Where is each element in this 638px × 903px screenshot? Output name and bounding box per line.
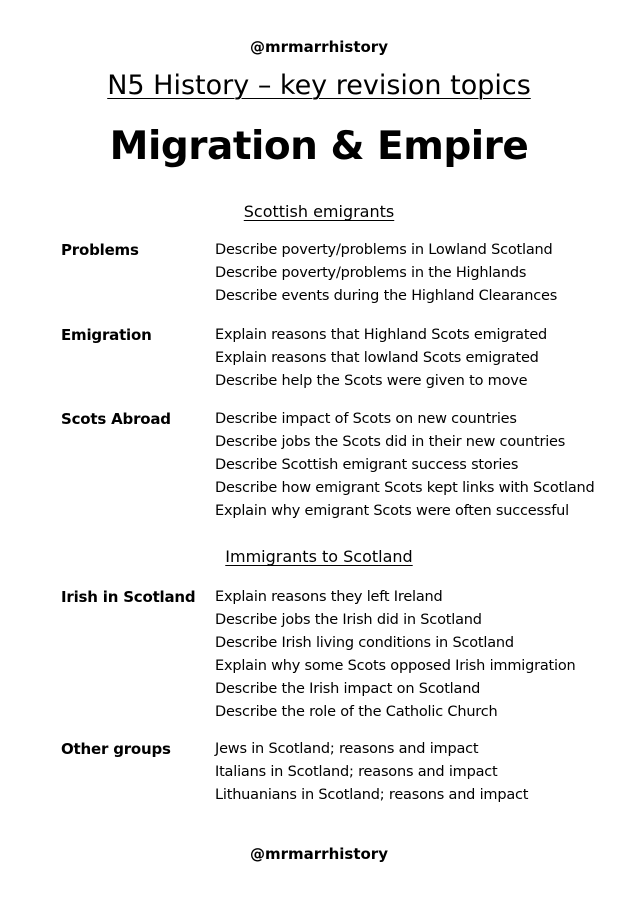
topic-item: Describe help the Scots were given to move bbox=[215, 373, 528, 389]
topic-label: Other groups bbox=[61, 740, 171, 758]
page-title: Migration & Empire bbox=[109, 124, 529, 169]
topic-item: Describe the Irish impact on Scotland bbox=[215, 681, 481, 697]
page-subtitle: N5 History – key revision topics bbox=[107, 70, 531, 101]
section-heading-immigrants-to-scotland: Immigrants to Scotland bbox=[225, 547, 413, 566]
topic-item: Describe poverty/problems in Lowland Scotland bbox=[215, 242, 553, 258]
topic-item: Describe Scottish emigrant success stories bbox=[215, 457, 519, 473]
topic-item: Explain reasons that Highland Scots emigrated bbox=[215, 327, 548, 343]
topic-item: Explain why some Scots opposed Irish immigration bbox=[215, 658, 576, 674]
topic-label: Irish in Scotland bbox=[61, 588, 196, 606]
topic-list bbox=[215, 326, 625, 395]
topic-item: Describe impact of Scots on new countries bbox=[215, 411, 517, 427]
section-heading-scottish-emigrants: Scottish emigrants bbox=[243, 202, 395, 221]
topic-item: Lithuanians in Scotland; reasons and impact bbox=[215, 787, 529, 803]
topic-item: Explain why emigrant Scots were often successful bbox=[215, 503, 569, 519]
topic-list bbox=[215, 740, 625, 809]
topic-item: Describe how emigrant Scots kept links with Scotland bbox=[215, 480, 595, 496]
topic-item: Describe Irish living conditions in Scotland bbox=[215, 635, 514, 651]
author-handle-bottom: @mrmarrhistory bbox=[250, 845, 388, 863]
topic-label: Emigration bbox=[61, 326, 152, 344]
author-handle-top: @mrmarrhistory bbox=[250, 38, 388, 56]
topic-item: Explain reasons that lowland Scots emigrated bbox=[215, 350, 539, 366]
topic-item: Describe jobs the Irish did in Scotland bbox=[215, 612, 482, 628]
topic-item: Italians in Scotland; reasons and impact bbox=[215, 764, 498, 780]
topic-list bbox=[215, 588, 625, 726]
topic-item: Describe the role of the Catholic Church bbox=[215, 704, 498, 720]
topic-list bbox=[215, 410, 625, 525]
topic-list bbox=[215, 241, 625, 310]
topic-item: Describe poverty/problems in the Highlands bbox=[215, 265, 527, 281]
topic-item: Explain reasons they left Ireland bbox=[215, 589, 443, 605]
topic-label: Scots Abroad bbox=[61, 410, 171, 428]
topic-label: Problems bbox=[61, 241, 139, 259]
topic-item: Jews in Scotland; reasons and impact bbox=[215, 741, 479, 757]
topic-item: Describe events during the Highland Clearances bbox=[215, 288, 558, 304]
topic-item: Describe jobs the Scots did in their new countries bbox=[215, 434, 566, 450]
